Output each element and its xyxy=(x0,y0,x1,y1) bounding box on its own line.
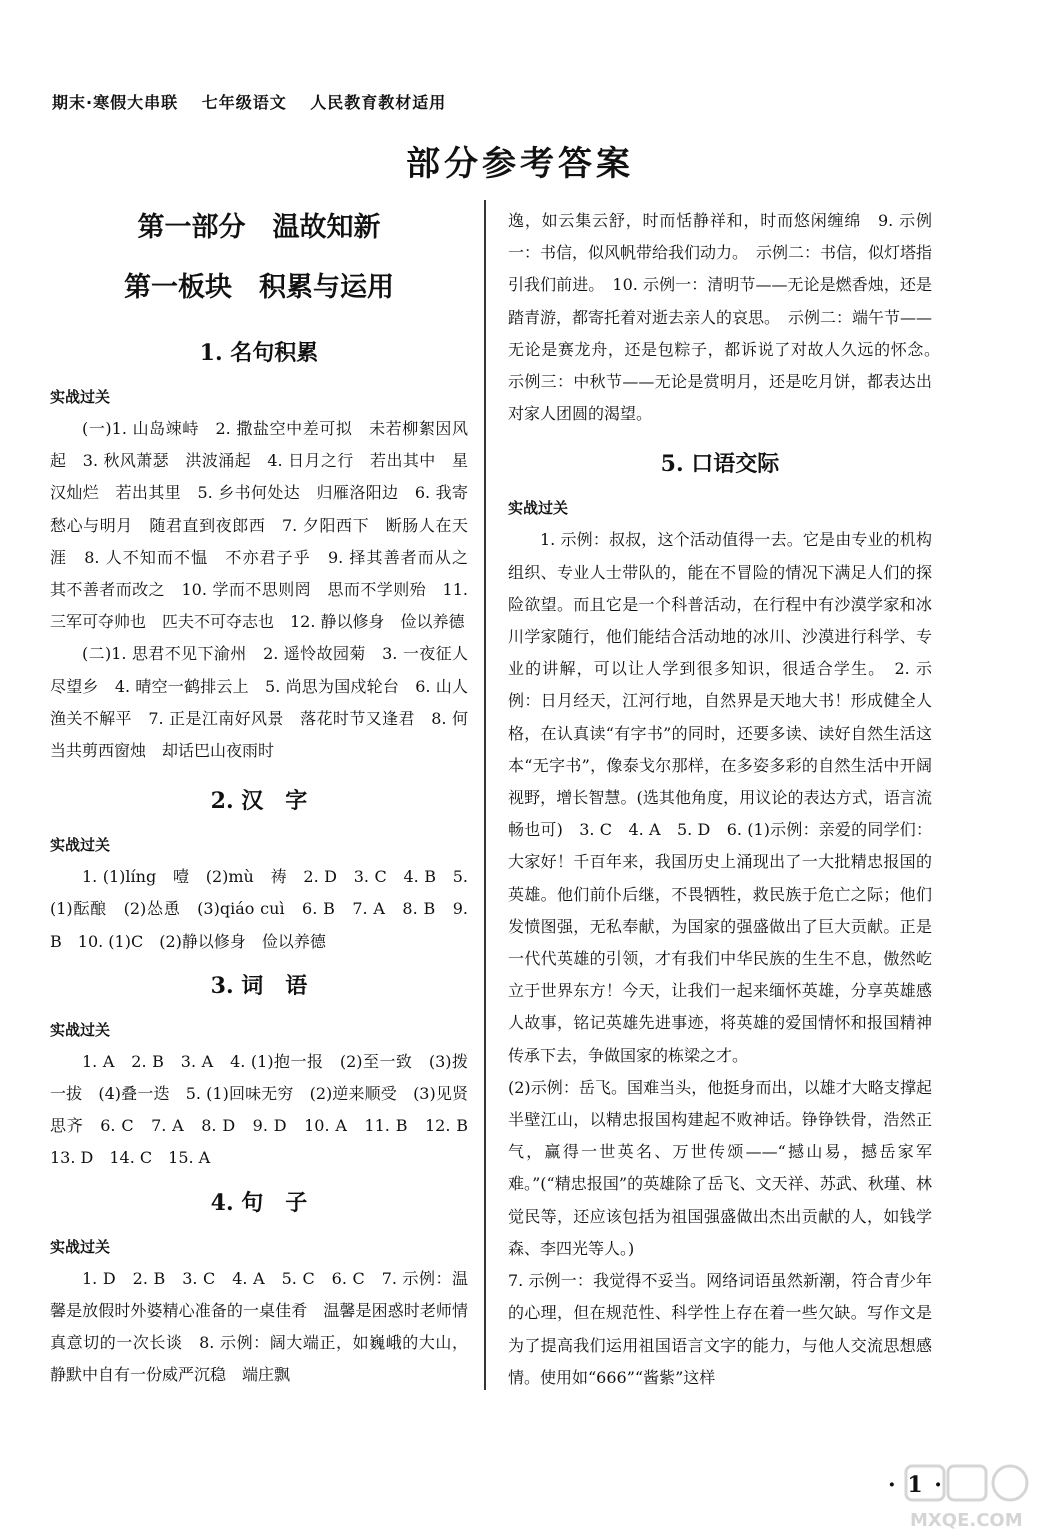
answer-paragraph: 1. (1)líng 噎 (2)mù 祷 2. D 3. C 4. B 5. (1)酝酿 (2)怂恿 (3)qiáo cuì 6. B 7. A 8. B 9. B 10. (1)C (2)静以修身 俭以养德 xyxy=(50,867,468,951)
section-title-famous-quotes: 1. 名句积累 xyxy=(199,340,319,366)
column-divider xyxy=(484,200,486,1390)
practice-label: 实战过关 xyxy=(50,1237,111,1256)
answer-paragraph: 7. 示例一：我觉得不妥当。网络词语虽然新潮，符合青少年的心理，但在规范性、科学性上存在着一些欠缺。写作文是为了提高我们运用祖国语言文字的能力，与他人交流思想感情。使用如“666”“酱紫”这样 xyxy=(508,1271,932,1387)
running-header xyxy=(52,90,446,113)
left-column xyxy=(50,205,485,1391)
svg-text:MXQE.COM: MXQE.COM xyxy=(910,1510,1023,1531)
answer-paragraph: (二)1. 思君不见下渝州 2. 遥怜故园菊 3. 一夜征人尽望乡 4. 晴空一鹤排云上 5. 尚思为国戍轮台 6. 山人渔关不解平 7. 正是江南好风景 落花时节又逢君 8. 何当共剪西窗烛 却话巴山夜雨时 xyxy=(50,644,468,761)
watermark-logo xyxy=(902,1462,1032,1532)
answer-paragraph: (2)示例：岳飞。国难当头，他挺身而出，以雄才大略支撑起半壁江山，以精忠报国构建起不败神话。铮铮铁骨，浩然正气，赢得一世英名、万世传颂——“撼山易，撼岳家军难。”(“精忠报国”的英雄除了岳飞、文天祥、苏武、秋瑾、林觉民等，还应该包括为祖国强盛做出杰出贡献的人，如钱学森、李四光等人。) xyxy=(508,1077,932,1258)
page-title: 部分参考答案 xyxy=(406,144,634,184)
practice-label: 实战过关 xyxy=(508,499,569,518)
page-number: · 1 · xyxy=(888,1472,944,1498)
answer-paragraph-continued: 逸，如云集云舒，时而恬静祥和，时而悠闲缠绵 9. 示例一：书信，似风帆带给我们动力。 示例二：书信，似灯塔指引我们前进。 10. 示例一：清明节——无论是燃香烛，还是踏青游，都寄托着对逝去亲人的哀思。 示例二：端午节——无论是赛龙舟，还是包粽子，都诉说了对故人久远的怀念。 示例三：中秋节——无论是赏明月，还是吃月饼，都表达出对家人团圆的渴望。 xyxy=(508,211,949,424)
practice-label: 实战过关 xyxy=(50,836,111,855)
practice-label: 实战过关 xyxy=(50,1020,111,1039)
section-title-characters: 2. 汉 字 xyxy=(210,788,308,815)
answer-paragraph: 1. D 2. B 3. C 4. A 5. C 6. C 7. 示例：温馨是放假时外婆精心准备的一桌佳肴 温馨是困惑时老师情真意切的一次长谈 8. 示例：阔大端正，如巍峨的大山，静默中自有一份威严沉稳 端庄飘 xyxy=(50,1268,468,1385)
block-title: 第一板块 积累与运用 xyxy=(124,272,394,303)
answer-paragraph: 1. A 2. B 3. A 4. (1)抱一报 (2)至一致 (3)拨一拔 (4)叠一迭 5. (1)回味无穷 (2)逆来顺受 (3)见贤思齐 6. C 7. A 8. D 9. D 10. A 11. B 12. B 13. D 14. C 15. A xyxy=(50,1051,485,1168)
answer-paragraph: 1. 示例：叔叔，这个活动值得一去。它是由专业的机构组织、专业人士带队的，能在不冒险的情况下满足人们的探险欲望。而且它是一个科普活动，在行程中有沙漠学家和冰川学家随行，他们能结合活动地的冰川、沙漠进行科学、专业的讲解，可以让人学到很多知识，很适合学生。 2. 示例：日月经天，江河行地，自然界是天地大书！形成健全人格，在认真读“有字书”的同时，还要多读、读好自然生活这本“无字书”，像泰戈尔那样，在多姿多彩的自然生活中开阔视野，增长智慧。(选其他角度，用议论的表达方式，语言流畅也可) 3. C 4. A 5. D 6. (1)示例：亲爱的同学们：大家好！千百年来，我国历史上涌现出了一大批精忠报国的英雄。他们前仆后继，不畏牺牲，救民族于危亡之际；他们发愤图强，无私奉献，为国家的强盛做出了巨大贡献。正是一代代英雄的引领，才有我们中华民族的生生不息，傲然屹立于世界东方！今天，让我们一起来缅怀英雄，分享英雄感人故事，铭记英雄先进事迹，将英雄的爱国情怀和报国精神传承下去，争做国家的栋梁之才。 xyxy=(508,530,932,1065)
section-title-sentences: 4. 句 子 xyxy=(210,1189,308,1216)
header-grade-subject: 七年级语文 xyxy=(201,93,287,112)
section-title-words: 3. 词 语 xyxy=(210,972,308,999)
header-series: 期末·寒假大串联 xyxy=(52,93,179,112)
practice-label: 实战过关 xyxy=(50,388,111,406)
part-title: 第一部分 温故知新 xyxy=(137,212,381,243)
answer-paragraph: (一)1. 山岛竦峙 2. 撒盐空中差可拟 未若柳絮因风起 3. 秋风萧瑟 洪波涌起 4. 日月之行 若出其中 星汉灿烂 若出其里 5. 乡书何处达 归雁洛阳边 6. 我寄愁心与明月 随君直到夜郎西 7. 夕阳西下 断肠人在天涯 8. 人不知而不愠 不亦君子乎 9. 择其善者而从之 其不善者而改之 10. 学而不思则罔 思而不学则殆 11. 三军可夺帅也 匹夫不可夺志也 12. 静以修身 俭以养德 xyxy=(50,419,485,632)
section-title-oral-communication: 5. 口语交际 xyxy=(660,451,780,478)
right-column xyxy=(508,205,949,1394)
header-edition: 人民教育教材适用 xyxy=(310,93,447,112)
